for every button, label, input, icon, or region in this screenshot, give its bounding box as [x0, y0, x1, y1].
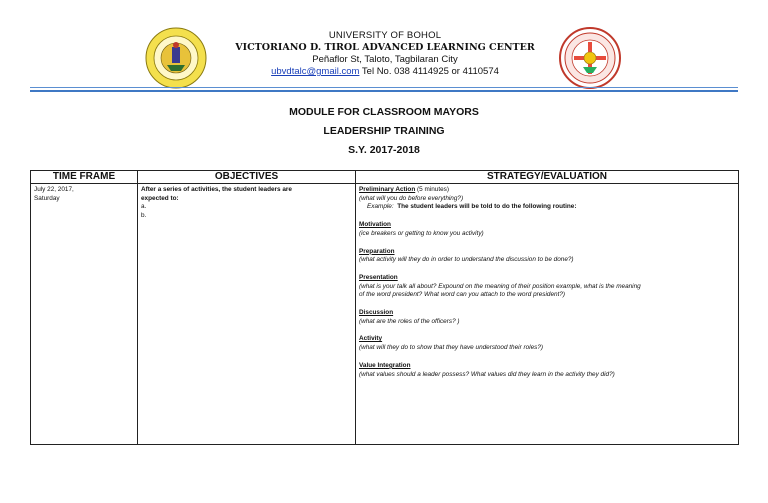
preliminary-heading: Preliminary Action — [359, 186, 416, 193]
header-rule-thin — [30, 87, 738, 88]
preliminary-prompt: (what will you do before everything?) — [359, 194, 464, 202]
header-rule-thick — [30, 90, 738, 92]
university-of-bohol-seal-icon — [145, 27, 207, 89]
activity-heading: Activity — [359, 335, 383, 343]
preliminary-heading-line — [359, 186, 735, 195]
module-title: MODULE FOR CLASSROOM MAYORS — [289, 106, 479, 118]
objective-item-b: b. — [141, 212, 147, 220]
objective-intro-2: expected to: — [141, 194, 179, 202]
date-text: July 22, 2017, — [34, 186, 74, 193]
header-objectives: OBJECTIVES — [138, 171, 356, 184]
preparation-heading: Preparation — [359, 247, 395, 255]
presentation-prompt-1: (what is your talk all about? Expound on the meaning of their position example, what is the meaning — [359, 282, 641, 290]
objective-item-a: a. — [141, 203, 147, 211]
table-header-row — [31, 171, 739, 184]
discussion-prompt: (what are the roles of the officers? ) — [359, 317, 460, 325]
presentation-prompt-2: of the word president? What word can you attach to the word president?) — [359, 291, 566, 299]
strategy-cell — [356, 184, 739, 445]
preliminary-time: (5 minutes) — [415, 186, 449, 193]
email-link[interactable]: ubvdtalc@gmail.com — [271, 66, 360, 77]
objectives-cell — [138, 184, 356, 445]
example-label: Example: — [367, 203, 394, 211]
center-name: VICTORIANO D. TIROL ADVANCED LEARNING CENTER — [235, 42, 535, 53]
motivation-prompt: (ice breakers or getting to know you activity) — [359, 229, 484, 237]
school-year: S.Y. 2017-2018 — [348, 144, 420, 156]
module-subtitle: LEADERSHIP TRAINING — [323, 125, 445, 137]
objective-intro-1: After a series of activities, the student leaders are — [141, 186, 292, 193]
phone-text: Tel No. 038 4114925 or 4110574 — [359, 66, 499, 77]
header-time-frame: TIME FRAME — [31, 171, 138, 184]
example-text: The student leaders will be told to do the following routine: — [397, 203, 577, 211]
discussion-heading: Discussion — [359, 309, 394, 317]
contact-line — [215, 66, 555, 78]
time-frame-cell — [31, 184, 138, 445]
motivation-heading: Motivation — [359, 221, 391, 229]
address: Peñaflor St, Taloto, Tagbilaran City — [312, 54, 458, 65]
value-integration-prompt: (what values should a leader possess? What values did they learn in the activity they did?) — [359, 370, 615, 378]
preliminary-example — [359, 203, 735, 212]
table-row — [31, 184, 739, 445]
university-name: UNIVERSITY OF BOHOL — [328, 30, 442, 41]
activity-prompt: (what will they do to show that they have understood their roles?) — [359, 344, 544, 352]
module-table — [30, 170, 739, 445]
header-strategy-evaluation: STRATEGY/EVALUATION — [356, 171, 739, 184]
preparation-prompt: (what activity will they do in order to understand the discussion to be done?) — [359, 256, 574, 264]
presentation-heading: Presentation — [359, 273, 398, 281]
vdtalc-seal-icon — [559, 27, 621, 89]
value-integration-heading: Value Integration — [359, 361, 411, 369]
title-block — [0, 103, 768, 160]
letterhead — [215, 30, 555, 78]
day-text: Saturday — [34, 194, 60, 202]
